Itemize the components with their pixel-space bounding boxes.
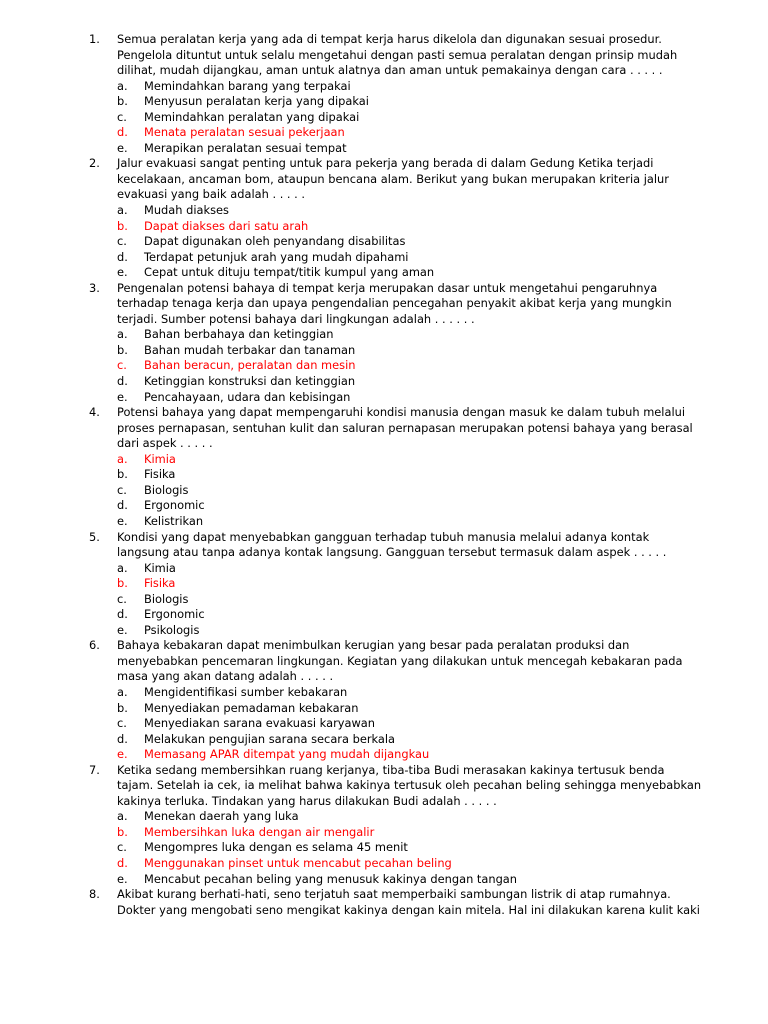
option-letter: a.: [117, 684, 128, 699]
question-stem-line: [0, 187, 768, 203]
option-letter: c.: [117, 234, 127, 249]
option: [0, 203, 768, 219]
question-8: [0, 887, 768, 918]
question-stem-line: [0, 405, 768, 421]
question-stem-line: [0, 296, 768, 312]
option: [0, 716, 768, 732]
question-3: [0, 281, 768, 405]
option-answer: [0, 452, 768, 468]
option-text: Ergonomic: [144, 607, 205, 622]
option-text: Memindahkan barang yang terpakai: [144, 78, 351, 93]
question-stem-line: [0, 887, 768, 903]
question-text: menyebabkan pencemaran lingkungan. Kegiatan yang dilakukan untuk mencegah kebakaran pada: [117, 653, 683, 668]
question-stem-line: [0, 778, 768, 794]
option-letter: e.: [117, 513, 128, 528]
option-text: Dapat diakses dari satu arah: [144, 218, 309, 233]
question-stem-line: [0, 63, 768, 79]
option-text: Cepat untuk dituju tempat/titik kumpul yang aman: [144, 265, 435, 280]
option-text: Mencabut pecahan beling yang menusuk kakinya dengan tangan: [144, 871, 517, 886]
option: [0, 327, 768, 343]
option: [0, 467, 768, 483]
option-letter: d.: [117, 374, 128, 389]
question-text: Akibat kurang berhati-hati, seno terjatuh saat memperbaiki sambungan listrik di atap rumahnya.: [117, 887, 671, 902]
option-letter: c.: [117, 109, 127, 124]
question-number: 1.: [89, 32, 100, 46]
option-letter: d.: [117, 855, 128, 870]
option-letter: a.: [117, 451, 128, 466]
question-stem-line: [0, 312, 768, 328]
option-text: Psikologis: [144, 622, 200, 637]
option-text: Menyediakan sarana evakuasi karyawan: [144, 716, 375, 731]
option-text: Kimia: [144, 560, 176, 575]
option-letter: b.: [117, 94, 128, 109]
option-letter: d.: [117, 607, 128, 622]
option: [0, 623, 768, 639]
question-text: terjadi. Sumber potensi bahaya dari lingkungan adalah . . . . . .: [117, 311, 475, 326]
option: [0, 872, 768, 888]
option: [0, 483, 768, 499]
question-text: langsung atau tanpa adanya kontak langsung. Gangguan tersebut termasuk dalam aspek . . . . .: [117, 545, 667, 560]
question-1: [0, 32, 768, 156]
option: [0, 701, 768, 717]
option: [0, 732, 768, 748]
option-text: Terdapat petunjuk arah yang mudah dipahami: [144, 249, 409, 264]
question-text: Pengelola dituntut untuk selalu mengetahui dengan pasti semua peralatan dengan prinsip mudah: [117, 47, 678, 62]
option-text: Pencahayaan, udara dan kebisingan: [144, 389, 351, 404]
question-2: [0, 156, 768, 280]
option-letter: a.: [117, 203, 128, 218]
option-text: Ketinggian konstruksi dan ketinggian: [144, 374, 356, 389]
option: [0, 514, 768, 530]
question-number: 6.: [89, 638, 100, 653]
option-letter: a.: [117, 327, 128, 342]
option-text: Fisika: [144, 467, 176, 482]
option-text: Bahan beracun, peralatan dan mesin: [144, 358, 356, 373]
question-number: 8.: [89, 887, 100, 902]
option: [0, 685, 768, 701]
option-text: Biologis: [144, 591, 189, 606]
option-answer: [0, 825, 768, 841]
option-letter: b.: [117, 700, 128, 715]
option-answer: [0, 358, 768, 374]
option-answer: [0, 576, 768, 592]
option: [0, 234, 768, 250]
option: [0, 250, 768, 266]
option-text: Menyusun peralatan kerja yang dipakai: [144, 94, 369, 109]
option-answer: [0, 856, 768, 872]
question-stem-line: [0, 281, 768, 297]
option-text: Melakukan pengujian sarana secara berkala: [144, 731, 396, 746]
question-text: dilihat, mudah dijangkau, aman untuk alatnya dan aman untuk pemakainya dengan cara . . . . .: [117, 63, 663, 78]
option-letter: b.: [117, 576, 128, 591]
option: [0, 79, 768, 95]
question-number: 7.: [89, 762, 100, 777]
question-4: [0, 405, 768, 529]
option-text: Memasang APAR ditempat yang mudah dijangkau: [144, 747, 430, 762]
option-letter: c.: [117, 482, 127, 497]
option-letter: a.: [117, 560, 128, 575]
option: [0, 374, 768, 390]
option-text: Fisika: [144, 576, 176, 591]
question-text: Ketika sedang membersihkan ruang kerjanya, tiba-tiba Budi merasakan kakinya tertusuk benda: [117, 762, 665, 777]
document-page: [0, 32, 768, 918]
option-text: Kimia: [144, 451, 176, 466]
option-answer: [0, 219, 768, 235]
option: [0, 94, 768, 110]
question-stem-line: [0, 436, 768, 452]
option: [0, 141, 768, 157]
option: [0, 607, 768, 623]
question-text: dari aspek . . . . .: [117, 436, 213, 451]
question-stem-line: [0, 172, 768, 188]
option-letter: b.: [117, 218, 128, 233]
option-text: Ergonomic: [144, 498, 205, 513]
option-text: Mengompres luka dengan es selama 45 menit: [144, 840, 408, 855]
option-answer: [0, 747, 768, 763]
question-stem-line: [0, 654, 768, 670]
option-text: Mudah diakses: [144, 203, 229, 218]
option-letter: b.: [117, 824, 128, 839]
question-text: Bahaya kebakaran dapat menimbulkan kerugian yang besar pada peralatan produksi dan: [117, 638, 630, 653]
option-letter: a.: [117, 78, 128, 93]
question-stem-line: [0, 48, 768, 64]
question-text: Kondisi yang dapat menyebabkan gangguan terhadap tubuh manusia melalui adanya kontak: [117, 529, 650, 544]
question-text: terhadap tenaga kerja dan upaya pengendalian pencegahan penyakit akibat kerja yang mungkin: [117, 296, 672, 311]
option-text: Menekan daerah yang luka: [144, 809, 299, 824]
option-letter: d.: [117, 125, 128, 140]
question-stem-line: [0, 530, 768, 546]
option-text: Mengidentifikasi sumber kebakaran: [144, 684, 348, 699]
option: [0, 561, 768, 577]
option-text: Dapat digunakan oleh penyandang disabilitas: [144, 234, 406, 249]
question-text: Jalur evakuasi sangat penting untuk para pekerja yang berada di dalam Gedung Ketika terjadi: [117, 156, 654, 171]
option-letter: d.: [117, 731, 128, 746]
question-number: 2.: [89, 156, 100, 171]
option-letter: e.: [117, 389, 128, 404]
option: [0, 390, 768, 406]
option: [0, 110, 768, 126]
question-text: kecelakaan, ancaman bom, ataupun bencana alam. Berikut yang bukan merupakan kriteria jalur: [117, 171, 669, 186]
question-stem-line: [0, 421, 768, 437]
option-letter: b.: [117, 342, 128, 357]
option-text: Bahan berbahaya dan ketinggian: [144, 327, 334, 342]
option-letter: e.: [117, 140, 128, 155]
option: [0, 840, 768, 856]
option-text: Menyediakan pemadaman kebakaran: [144, 700, 359, 715]
option-text: Kelistrikan: [144, 513, 204, 528]
option-text: Membersihkan luka dengan air mengalir: [144, 824, 375, 839]
question-stem-line: [0, 545, 768, 561]
option-letter: e.: [117, 747, 128, 762]
question-text: tajam. Setelah ia cek, ia melihat bahwa kakinya tertusuk oleh pecahan beling sehingga menyebabkan: [117, 778, 702, 793]
option-letter: b.: [117, 467, 128, 482]
question-text: masa yang akan datang adalah . . . . .: [117, 669, 334, 684]
option-letter: d.: [117, 249, 128, 264]
question-stem-line: [0, 638, 768, 654]
question-stem-line: [0, 32, 768, 48]
option: [0, 809, 768, 825]
option-letter: e.: [117, 871, 128, 886]
question-number: 3.: [89, 280, 100, 295]
question-stem-line: [0, 669, 768, 685]
question-text: Potensi bahaya yang dapat mempengaruhi kondisi manusia dengan masuk ke dalam tubuh melalui: [117, 405, 685, 420]
option-answer: [0, 125, 768, 141]
option: [0, 592, 768, 608]
option-letter: e.: [117, 622, 128, 637]
option: [0, 265, 768, 281]
option: [0, 343, 768, 359]
question-7: [0, 763, 768, 887]
option-text: Biologis: [144, 482, 189, 497]
question-5: [0, 530, 768, 639]
question-text: Dokter yang mengobati seno mengikat kakinya dengan kain mitela. Hal ini dilakukan karena kulit kaki: [117, 902, 700, 917]
option-letter: c.: [117, 358, 127, 373]
question-text: Pengenalan potensi bahaya di tempat kerja merupakan dasar untuk mengetahui pengaruhnya: [117, 280, 658, 295]
question-number: 4.: [89, 405, 100, 420]
question-text: proses pernapasan, sentuhan kulit dan saluran pernapasan merupakan potensi bahaya yang berasal: [117, 420, 693, 435]
option-text: Merapikan peralatan sesuai tempat: [144, 140, 347, 155]
question-number: 5.: [89, 529, 100, 544]
option-letter: a.: [117, 809, 128, 824]
question-stem-line: [0, 763, 768, 779]
option-text: Memindahkan peralatan yang dipakai: [144, 109, 360, 124]
option-text: Menata peralatan sesuai pekerjaan: [144, 125, 345, 140]
question-text: evakuasi yang baik adalah . . . . .: [117, 187, 306, 202]
option-letter: d.: [117, 498, 128, 513]
question-stem-line: [0, 156, 768, 172]
option: [0, 498, 768, 514]
option-letter: c.: [117, 840, 127, 855]
option-text: Bahan mudah terbakar dan tanaman: [144, 342, 356, 357]
question-stem-line: [0, 903, 768, 919]
question-stem-line: [0, 794, 768, 810]
question-6: [0, 638, 768, 762]
option-letter: c.: [117, 591, 127, 606]
option-letter: e.: [117, 265, 128, 280]
question-text: kakinya terluka. Tindakan yang harus dilakukan Budi adalah . . . . .: [117, 793, 497, 808]
option-letter: c.: [117, 716, 127, 731]
question-text: Semua peralatan kerja yang ada di tempat kerja harus dikelola dan digunakan sesuai prosedur.: [117, 32, 662, 46]
option-text: Menggunakan pinset untuk mencabut pecahan beling: [144, 855, 452, 870]
